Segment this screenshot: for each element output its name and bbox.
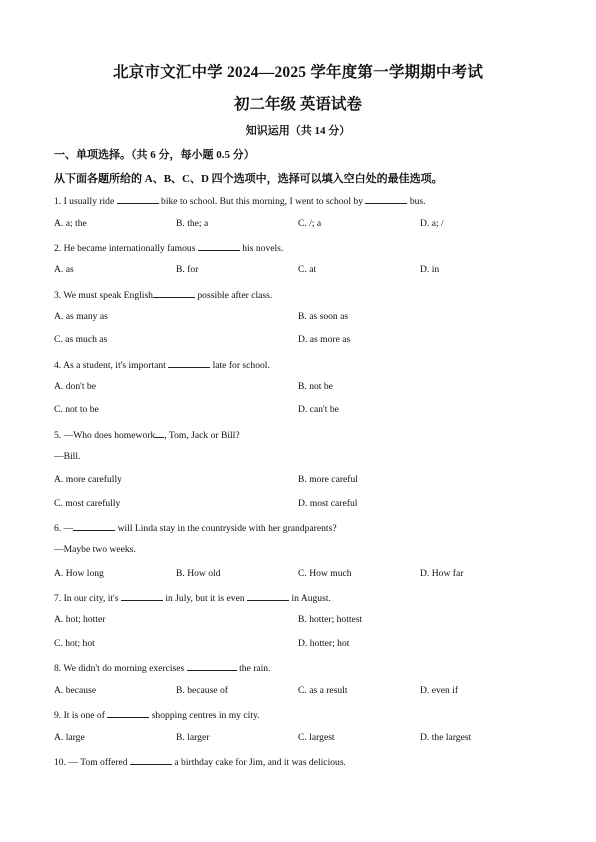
- part-label: 知识运用（共 14 分）: [245, 125, 351, 137]
- option-b: B. larger: [176, 732, 210, 743]
- option-a: A. large: [54, 732, 85, 743]
- option-c: C. at: [298, 264, 317, 275]
- answer-blank: [247, 591, 289, 601]
- option-d: D. the largest: [420, 732, 472, 743]
- section-instructions: 从下面各题所给的 A、B、C、D 四个选项中，选择可以填入空白处的最佳选项。: [54, 173, 443, 185]
- answer-blank: [121, 591, 163, 601]
- answer-blank: [130, 755, 172, 765]
- option-b: B. for: [176, 264, 199, 275]
- option-a: A. more carefully: [54, 474, 122, 485]
- option-a: A. a; the: [54, 218, 87, 229]
- question-5-stem: 5. —Who does homework , Tom, Jack or Bill?: [54, 430, 240, 441]
- section-heading: 一、单项选择。（共 6 分，每小题 0.5 分）: [54, 149, 255, 161]
- question-3-stem: 3. We must speak English possible after class.: [54, 290, 273, 301]
- question-5-answer-line: —Bill.: [54, 451, 81, 462]
- option-a: A. as: [54, 264, 74, 275]
- question-4-stem: 4. As a student, it's important late for school.: [54, 360, 270, 371]
- option-d: D. as more as: [298, 334, 351, 345]
- option-d: D. a; /: [420, 218, 444, 229]
- question-2-stem: 2. He became internationally famous his novels.: [54, 243, 284, 254]
- answer-blank: [365, 194, 407, 204]
- option-b: B. more careful: [298, 474, 358, 485]
- answer-blank: [187, 661, 237, 671]
- question-7-stem: 7. In our city, it's in July, but it is even in August.: [54, 593, 331, 604]
- option-c: C. hot; hot: [54, 638, 95, 649]
- option-c: C. largest: [298, 732, 335, 743]
- option-b: B. How old: [176, 568, 221, 579]
- question-8-stem: 8. We didn't do morning exercises the rain.: [54, 663, 271, 674]
- option-d: D. in: [420, 264, 440, 275]
- answer-blank: [168, 358, 210, 368]
- option-c: C. How much: [298, 568, 352, 579]
- option-b: B. not be: [298, 381, 333, 392]
- exam-title: 北京市文汇中学 2024—2025 学年度第一学期期中考试: [112, 64, 484, 81]
- answer-blank: [73, 521, 115, 531]
- answer-blank: [117, 194, 159, 204]
- option-d: D. most careful: [298, 498, 358, 509]
- exam-subtitle: 初二年级 英语试卷: [234, 96, 362, 113]
- option-c: C. as much as: [54, 334, 108, 345]
- option-b: B. the; a: [176, 218, 209, 229]
- option-a: A. as many as: [54, 311, 108, 322]
- question-9-stem: 9. It is one of shopping centres in my city.: [54, 710, 260, 721]
- option-d: D. even if: [420, 685, 459, 696]
- option-a: A. don't be: [54, 381, 96, 392]
- option-b: B. as soon as: [298, 311, 349, 322]
- option-d: D. How far: [420, 568, 464, 579]
- option-a: A. because: [54, 685, 97, 696]
- option-c: C. most carefully: [54, 498, 121, 509]
- question-1-stem: 1. I usually ride bike to school. But this morning, I went to school by bus.: [54, 196, 426, 207]
- option-c: C. not to be: [54, 404, 99, 415]
- option-a: A. How long: [54, 568, 104, 579]
- option-b: B. hotter; hottest: [298, 614, 363, 625]
- answer-blank: [198, 241, 240, 251]
- option-b: B. because of: [176, 685, 228, 696]
- answer-blank: [155, 428, 164, 438]
- question-10-stem: 10. — Tom offered a birthday cake for Jim, and it was delicious.: [54, 757, 346, 768]
- answer-blank: [153, 288, 195, 298]
- answer-blank: [107, 708, 149, 718]
- option-d: D. hotter; hot: [298, 638, 350, 649]
- question-6-answer-line: —Maybe two weeks.: [54, 544, 136, 555]
- option-d: D. can't be: [298, 404, 339, 415]
- question-6-stem: 6. — will Linda stay in the countryside with her grandparents?: [54, 523, 337, 534]
- option-c: C. /; a: [298, 218, 322, 229]
- option-c: C. as a result: [298, 685, 348, 696]
- option-a: A. hot; hotter: [54, 614, 106, 625]
